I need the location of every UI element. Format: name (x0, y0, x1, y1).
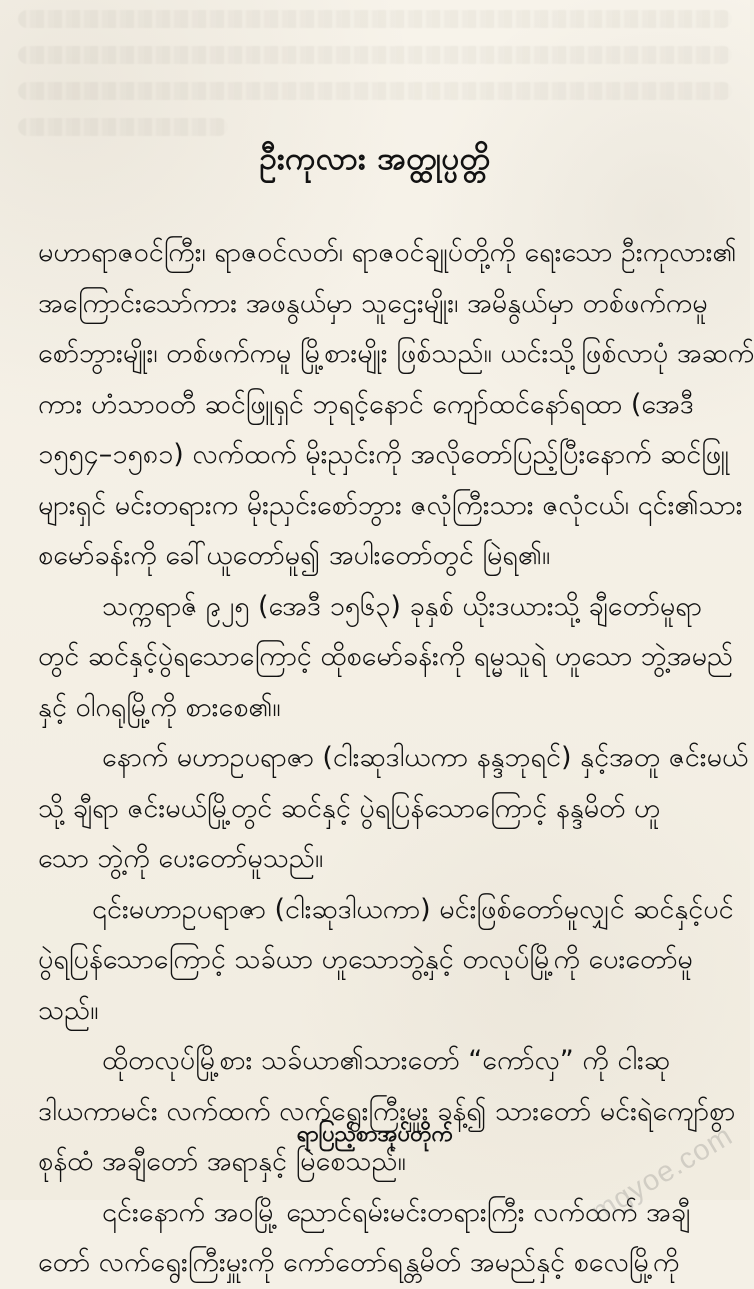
paragraph-1-line-1: မဟာရာဇဝင်ကြီး၊ ရာဇဝင်လတ်၊ ရာဇဝင်ချုပ်တို့ကို ရေးသော ဦးကုလား၏ (38, 237, 737, 268)
paragraph-1-line-7: စမော်ခန်းကို ခေါ်ယူတော်မူ၍ အပါးတော်တွင် မြဲရ၏။ (38, 540, 551, 571)
paragraph-3-line-2: သို့ ချီရာ ဇင်းမယ်မြို့တွင် ဆင်နှင့် ပွဲရပြန်သောကြောင့် နန္ဒမိတ် ဟူ (38, 792, 661, 824)
paragraph-4-line-2: ပွဲရပြန်သောကြောင့် သခ်ယာ ဟူသောဘွဲ့နှင့် တလုပ်မြို့ကို ပေးတော်မူ (38, 944, 693, 975)
paragraph-1-line-6: များရှင် မင်းတရားက မိုးညှင်းစော်ဘွား ဇလုံကြီးသား ဇလုံငယ်၊ ၎င်း၏သား (38, 489, 743, 521)
bleed-line (18, 118, 228, 136)
paragraph-3-line-3: သော ဘွဲ့ကို ပေးတော်မူသည်။ (38, 843, 324, 874)
paragraph-4-line-1: ၎င်းမဟာဥပရာဇာ (ငါးဆုဒါယကာ) မင်းဖြစ်တော်မူလျှင် ဆင်နှင့်ပင် (92, 893, 734, 925)
paragraph-1-line-2: အကြောင်းသော်ကား အဖနွယ်မှာ သူဌေးမျိုး၊ အမိနွယ်မှာ တစ်ဖက်ကမူ (38, 287, 708, 319)
paragraph-3-line-1: နောက် မဟာဥပရာဇာ (ငါးဆုဒါယကာ နန္ဒဘုရင်) နှင့်အတူ ဇင်းမယ် (102, 742, 749, 773)
paragraph-1-line-5: ၁၅၅၄–၁၅၈၁) လက်ထက် မိုးညှင်းကို အလိုတော်ပြည့်ပြီးနောက် ဆင်ဖြူ (38, 439, 729, 470)
paragraph-5-line-1: ထိုတလုပ်မြို့စား သခ်ယာ၏သားတော် “ကော်လှ” ကို ငါးဆု (102, 1045, 670, 1076)
watermark-text: mgyoe.com (585, 1119, 739, 1229)
paragraph-5-line-3: စုန်ထံ အချီတော် အရာနှင့် မြဲစေသည်။ (38, 1146, 406, 1177)
page-title: ဦးကုလား အတ္ထုပ္ပတ္တိ (259, 141, 491, 177)
paragraph-4-line-3: သည်။ (38, 994, 99, 1026)
paragraph-2-line-2: တွင် ဆင်နှင့်ပွဲရသောကြောင့် ထိုစမော်ခန်းကို ရမ္မသူရဲ ဟူသော ဘွဲ့အမည် (38, 641, 734, 672)
bleed-line (18, 82, 732, 100)
paragraph-1-line-3: စော်ဘွားမျိုး၊ တစ်ဖက်ကမူ မြို့စားမျိုး ဖြစ်သည်။ ယင်းသို့ဖြစ်လာပုံ အဆက် (38, 338, 754, 369)
bleed-line (18, 10, 732, 28)
paragraph-5-line-2: ဒါယကာမင်း လက်ထက် လက်ရွေးကြီးမှူး ခန့်၍ သားတော် မင်းရဲကျော်စွာ (38, 1095, 736, 1127)
paragraph-2-line-3: နှင့် ဝါဂရုမြို့ကို စားစေ၏။ (38, 691, 281, 723)
publisher-footer: ရာပြည့်စာအုပ်တိုက် (296, 1122, 454, 1147)
bleed-through-text (0, 0, 750, 138)
paragraph-6-line-2: တော် လက်ရွေးကြီးမှူးကို ကော်တော်ရန္တမိတ် အမည်နှင့် စလေမြို့ကို (38, 1247, 680, 1278)
paragraph-1-line-4: ကား ဟံသာဝတီ ဆင်ဖြူရှင် ဘုရင့်နောင် ကျော်ထင်နော်ရထာ (အေဒီ (38, 388, 694, 420)
paragraph-2-line-1: သက္ကရာဇ် ၉၂၅ (အေဒီ ၁၅၆၃) ခုနှစ် ယိုးဒယားသို့ ချီတော်မူရာ (102, 590, 702, 622)
paragraph-6-line-1: ၎င်းနောက် အဝမြို့ ညောင်ရမ်းမင်းတရားကြီး လက်ထက် အချီ (102, 1196, 691, 1228)
bleed-line (18, 46, 732, 64)
